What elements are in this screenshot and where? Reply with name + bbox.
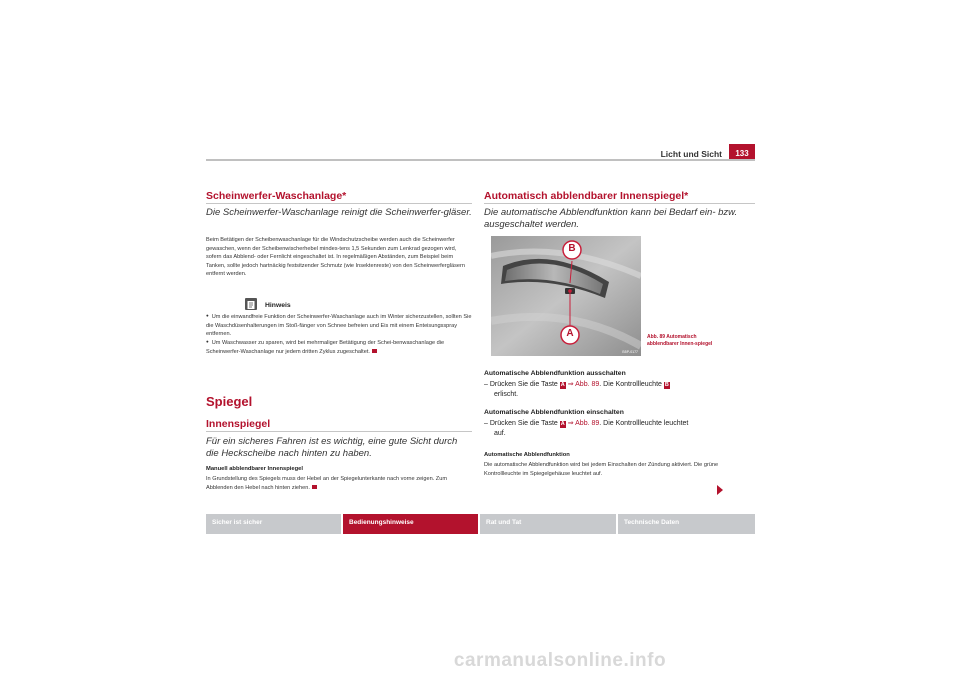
auto-body: Die automatische Abblendfunktion wird bei jedem Einschalten der Zündung aktiviert. Die grüne Kontrollleuchte im Spiegelgehäuse leuchtet auf.: [484, 462, 719, 477]
section-rule: [206, 431, 472, 432]
subheading-manual-mirror: Manuell abblendbarer Innenspiegel: [206, 466, 303, 472]
note-item: ● Um die einwandfreie Funktion der Scheinwerfer-Waschanlage auch im Winter sicherzustellen, sollten Sie die Waschdüsenhalterungen im Stoß-fänger von Schnee befreien und Eis mit einem Enteisungsspray entfernen.: [206, 312, 472, 339]
end-marker: [372, 349, 377, 353]
subheading-auto: Automatische Abblendfunktion: [484, 452, 570, 458]
step-text: erlischt.: [494, 391, 519, 398]
section-title-interior-mirror: Innenspiegel: [206, 418, 271, 430]
note-icon: [245, 299, 257, 311]
figure-reference-link[interactable]: ⇒ Abb. 89: [567, 420, 600, 427]
hint-icon: [245, 298, 257, 310]
watermark: carmanualsonline.info: [453, 650, 667, 671]
section-body: Beim Betätigen der Scheibenwaschanlage für die Windschutzscheibe werden auch die Scheinwerfer gewaschen, wenn der Scheibenwischerhebel mindes-tens 1,5 Sekunden zum Lenkrad gezogen wird, sofern das Abblend- oder Fernlicht eingeschaltet ist. In regelmäßigen Abständen, zum Beispiel beim Tanken, sollte jedoch hartnäckig festsitzender Schmutz (wie Insektenreste) von den Scheinwerfergläsern entfernt werden.: [206, 237, 465, 278]
continue-arrow-icon: [717, 485, 723, 495]
figure-code: B5P-0177: [622, 350, 638, 354]
footer-tab-advice[interactable]: Rat und Tat: [480, 514, 616, 534]
section-rule: [484, 203, 755, 204]
section-body: [206, 475, 472, 492]
chapter-title: Licht und Sicht: [660, 149, 722, 159]
figure-caption: Abb. 89 Automatisch abblendbarer Innen-spiegel: [647, 334, 713, 347]
note-item-text: ● Um Waschwasser zu sparen, wird bei mehrmaliger Betätigung der Schei-benwaschanlage die Scheinwerfer-Waschanlage nur jedem dritten Zyklus zugeschaltet.: [206, 340, 444, 355]
footer-tab-technical[interactable]: Technische Daten: [618, 514, 755, 534]
footer-tab-safety[interactable]: Sicher ist sicher: [206, 514, 341, 534]
step-text: auf.: [494, 430, 506, 437]
step-off: [484, 380, 755, 400]
step-text: . Die Kontrollleuchte: [599, 381, 662, 388]
figure-label-b: B: [568, 243, 576, 254]
header-rule: [206, 159, 755, 161]
subheading-on: Automatische Abblendfunktion einschalten: [484, 409, 624, 416]
section-rule: [206, 203, 472, 204]
step-on: [484, 419, 755, 439]
note-title: Hinweis: [265, 302, 291, 309]
figure-reference-link[interactable]: ⇒ Abb. 89: [567, 381, 600, 388]
section-intro: Für ein sicheres Fahren ist es wichtig, eine gute Sicht durch die Heckscheibe nach hinten zu haben.: [206, 436, 458, 459]
note-item: [206, 338, 472, 356]
page-number: 133: [729, 144, 755, 161]
section-intro: Die automatische Abblendfunktion kann bei Bedarf ein- bzw. ausgeschaltet werden.: [484, 207, 738, 230]
subheading-off: Automatische Abblendfunktion ausschalten: [484, 370, 626, 377]
section-intro: Die Scheinwerfer-Waschanlage reinigt die Scheinwerfer-gläser.: [206, 207, 472, 218]
key-b-tag: B: [664, 382, 669, 388]
step-text: – Drücken Sie die Taste: [484, 381, 558, 388]
section-body-text: In Grundstellung des Spiegels muss der Hebel an der Spiegelunterkante nach vorne zeigen. Zum Abblenden den Hebel nach hinten ziehen.: [206, 476, 447, 491]
section-title-auto-mirror: Automatisch abblendbarer Innenspiegel*: [484, 190, 689, 202]
section-title-headlight-washer: Scheinwerfer-Waschanlage*: [206, 190, 347, 202]
footer-tab-operation[interactable]: Bedienungshinweise: [343, 514, 478, 534]
key-a-tag: A: [560, 382, 565, 388]
step-text: – Drücken Sie die Taste: [484, 420, 558, 427]
figure-mirror: [491, 236, 641, 356]
key-a-tag: A: [560, 421, 565, 427]
figure-label-a: A: [566, 328, 574, 339]
end-marker: [312, 485, 317, 489]
chapter-heading-mirror: Spiegel: [206, 394, 253, 409]
step-text: . Die Kontrollleuchte leuchtet: [599, 420, 689, 427]
